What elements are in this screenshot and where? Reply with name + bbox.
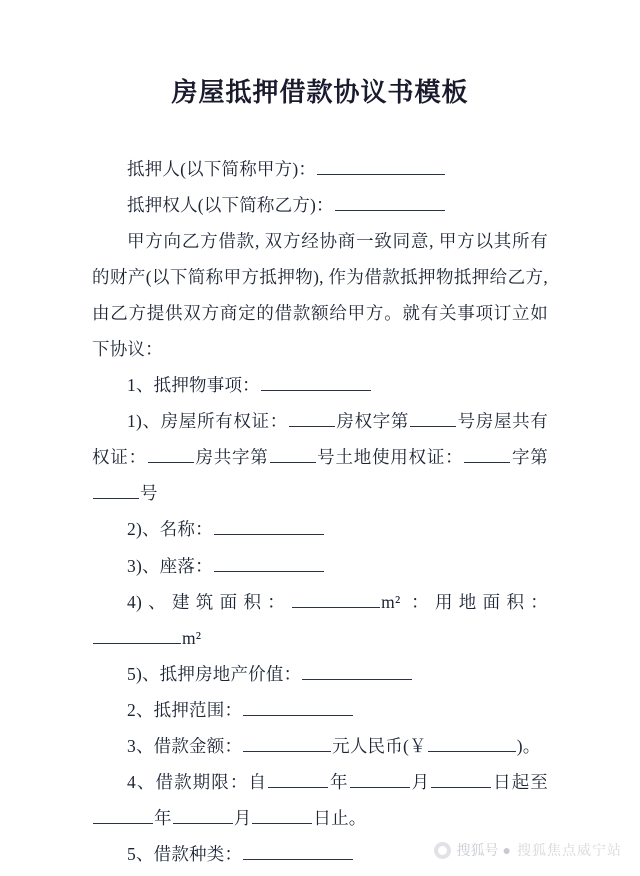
document-line (92, 548, 548, 584)
document-line (92, 151, 548, 187)
text-run: 2)、名称： (127, 519, 213, 540)
text-run: 5)、抵押房地产价值： (127, 663, 302, 684)
text-run: 号 (140, 483, 158, 504)
fill-in-blank[interactable] (173, 804, 233, 823)
fill-in-blank[interactable] (350, 768, 410, 787)
text-run: 3、借款金额： (127, 735, 243, 756)
fill-in-blank[interactable] (243, 696, 353, 715)
unit-label: m² (381, 591, 401, 612)
document-line (92, 584, 548, 656)
fill-in-blank[interactable] (268, 768, 328, 787)
text-run: 日起至 (492, 771, 549, 792)
fill-in-blank[interactable] (302, 660, 412, 679)
document-line (92, 728, 548, 764)
fill-in-blank[interactable] (243, 841, 353, 860)
text-run: 日止。 (313, 807, 367, 828)
text-run: 1、抵押物事项： (127, 375, 260, 396)
fill-in-blank[interactable] (335, 192, 445, 211)
text-run: 4、借款期限：自 (127, 771, 268, 792)
document-line (92, 692, 548, 728)
text-run: 4)、建筑面积： (127, 591, 292, 612)
text-run: 1)、房屋所有权证： (127, 411, 288, 432)
text-run: 房共字第 (194, 447, 269, 468)
text-run: 月 (410, 771, 431, 792)
sohu-logo-icon (434, 842, 451, 859)
watermark-account: 搜狐号 ● (456, 842, 511, 858)
document-line (92, 511, 548, 547)
watermark (434, 840, 622, 860)
document-body (0, 119, 640, 872)
fill-in-blank[interactable] (317, 156, 445, 175)
fill-in-blank[interactable] (93, 804, 153, 823)
text-run: 号土地使用权证： (316, 447, 464, 468)
watermark-brand: 搜狐焦点威宁站 (517, 842, 622, 858)
fill-in-blank[interactable] (270, 444, 316, 463)
text-run: 抵押权人(以下简称乙方)： (127, 195, 334, 216)
text-run: 房权字第 (335, 411, 410, 432)
fill-in-blank[interactable] (428, 732, 516, 751)
fill-in-blank[interactable] (214, 552, 324, 571)
document-line (92, 223, 548, 367)
fill-in-blank[interactable] (93, 480, 139, 499)
fill-in-blank[interactable] (431, 768, 491, 787)
fill-in-blank[interactable] (252, 804, 312, 823)
text-run: 字第 (511, 447, 548, 468)
document-line (92, 367, 548, 403)
text-run: 3)、座落： (127, 555, 213, 576)
page-title: 房屋抵押借款协议书模板 (171, 77, 469, 107)
fill-in-blank[interactable] (464, 444, 510, 463)
text-run: 元人民币(￥ (332, 735, 427, 756)
document-line (92, 187, 548, 223)
fill-in-blank[interactable] (410, 408, 456, 427)
text-run: 号房屋共有权证： (92, 411, 549, 468)
text-run: 2、抵押范围： (127, 699, 243, 720)
text-run: 抵押人(以下简称甲方)： (127, 159, 317, 179)
text-run: 年 (154, 807, 172, 828)
text-run: )。 (516, 735, 541, 756)
fill-in-blank[interactable] (289, 408, 335, 427)
fill-in-blank[interactable] (292, 588, 380, 607)
document-line (92, 656, 548, 692)
text-run: 甲方向乙方借款, 双方经协商一致同意, 甲方以其所有的财产(以下简称甲方抵押物), 作为借款抵押物抵押给乙方, 由乙方提供双方商定的借款额给甲方。就有关事项订立如下协议： (92, 231, 548, 360)
document-line (92, 403, 548, 511)
fill-in-blank[interactable] (214, 516, 324, 535)
fill-in-blank[interactable] (261, 372, 371, 391)
fill-in-blank[interactable] (148, 444, 194, 463)
unit-label: m² (182, 627, 202, 648)
fill-in-blank[interactable] (93, 624, 181, 643)
text-run: 年 (329, 771, 349, 792)
fill-in-blank[interactable] (243, 732, 331, 751)
text-run: 5、借款种类： (127, 843, 243, 864)
text-run: 月 (233, 807, 252, 828)
document-line (92, 764, 548, 836)
text-run: ：用地面积： (400, 591, 548, 612)
